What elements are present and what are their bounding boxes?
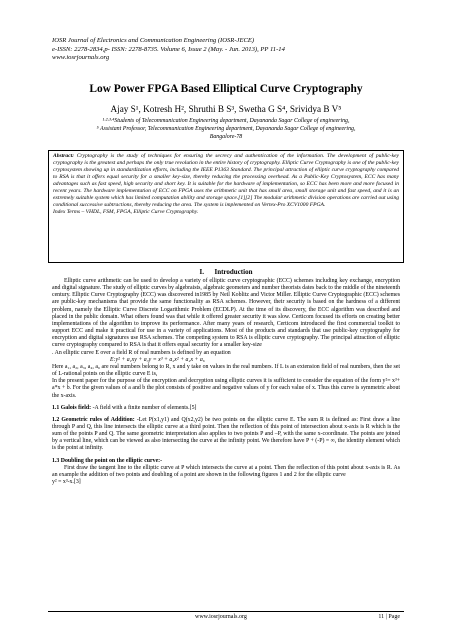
author-list: Ajay S¹, Kotresh H², Shruthi B S³, Swetha G S⁴, Srividya B V⁵ (110, 104, 342, 114)
footer-rule (48, 611, 404, 612)
index-terms: Index Terms – VHDL, FSM, FPGA, Elliptic Curve Cryptography. (53, 209, 199, 216)
affiliation-students: ¹·²·³·⁴Students of Telecommunication Engineering department, Dayananda Sagar College of engineering, (102, 118, 350, 124)
section-number: I. (199, 268, 204, 276)
coefficients-paragraph: Here a₁, a₂, a₃, a₄, a₆ are real numbers belong to R, x and y take on values in the real numbers. If L is an extension field of real numbers, then the set of L-rational points on the elliptic curve E is, (52, 363, 400, 378)
journal-name: IOSR Journal of Electronics and Communication Engineering (IOSR-JECE) (52, 37, 255, 44)
footer-site[interactable]: www.iosrjournals.org (195, 614, 247, 620)
paper-title: Low Power FPGA Based Elliptical Curve Cryptography (89, 83, 363, 95)
weierstrass-equation: E:y² + a₁xy + a₃y = x³ + a₂x² + a₄x + a₆ (110, 356, 205, 363)
journal-site[interactable]: www.iosrjournals.org (52, 54, 110, 62)
abstract-paragraph (53, 153, 399, 216)
doubling-equation: y² = x³-x.[3] (52, 479, 81, 486)
section-title: Introduction (214, 268, 253, 276)
doubling-heading: 1.3 Doubling the point on the elliptic curve:- (52, 457, 163, 464)
galois-text: -A field with a finite number of elements.[5] (91, 404, 197, 411)
curve-definition: . An elliptic curve E over a field R of real numbers is defined by an equation (52, 349, 231, 356)
abstract-label: Abstract: (53, 153, 74, 159)
addition-heading: 1.2 Geometric rules of Addition: (52, 416, 135, 423)
section-heading (0, 268, 452, 276)
galois-heading: 1.1 Galois field: (52, 404, 92, 411)
body-text (52, 278, 400, 486)
addition-text: -Let P(x1,y1) and Q(x2,y2) be two points on the elliptic curve E. The sum R is defined as: First draw a line through P and Q, this line intersects the elliptic curve at a third point. Then the reflection of this point of intersection about x-axis is R which is the sum of the points P and Q. The same geometric interpretation also applies to two points P and –P, with the same x-coordinate. The points are joined by a vertical line, which can be viewed as also intersecting the curve at the infinity point. We therefore have P + (-P) = ∞, the identity element which is the point at infinity. (52, 416, 401, 452)
affiliation-city: Bangalore-78 (209, 134, 243, 140)
issn-line: e-ISSN: 2278-2834,p- ISSN: 2278-8735. Volume 6, Issue 2 (May. - Jun. 2013), PP 11-14 (52, 45, 285, 53)
page-number: 11 | Page (378, 614, 400, 620)
abstract-box (48, 150, 404, 263)
doubling-paragraph: First draw the tangent line to the elliptic curve at P which intersects the curve at a point. Then the reflection of this point about x-axis is R. As an example the addition of two points and doubling of a point are shown in the following figures 1 and 2 for the elliptic curve (52, 464, 400, 478)
affiliation-professor: ⁵ Assistant Professor, Telecommunication Engineering department, Dayananda Sagar College of engineering, (96, 126, 356, 132)
abstract-text: Cryptography is the study of techniques for ensuring the secrecy and authentication of the information. The development of public-key cryptography is the greatest and perhaps the only true revolution in the entire history of cryptography. Elliptic Curve Cryptography is one of the public-key cryptosystem showing up in standardization efforts, including the IEEE P1363 Standard. The principal attraction of elliptic curve cryptography compared to RSA is that it offers equal security for a smaller key-size, thereby reducing the processing overhead. As a Public-Key Cryptosystem, ECC has many advantages such as fast speed, high security and short key. It is suitable for the hardware of implementation, so ECC has been more and more focused in recent years. The hardware implementation of ECC on FPGA uses the arithmetic unit that has small area, small storage unit and fast speed, and it is an extremely suitable system which has limited computation ability and storage space.[1][2] The modular arithmetic division operations are carried out using conditional successive subtractions, thereby reducing the area. The system is implemented on Vertex-Pro XCV1000 FPGA. (53, 153, 399, 209)
galois-paragraph (52, 405, 400, 412)
affiliations (52, 117, 400, 141)
intro-paragraph: Elliptic curve arithmetic can be used to develop a variety of elliptic curve cryptographic (ECC) schemes including key exchange, encryption and digital signature. The study of elliptic curves by algebraists, algebraic geometers and number theorists dates back to the middle of the nineteenth century. Elliptic Curve Cryptography (ECC) was discovered in1985 by Neil Koblitz and Victor Miller. Elliptic Curve Cryptographic (ECC) schemes are public-key mechanisms that provide the same functionality as RSA schemes. However, their security is based on the hardness of a different problem, namely the Elliptic Curve Discrete Logarithmic Problem (ECDLP). At the time of its discovery, the ECC algorithm was described and placed in the public domain. What others found was that while it offered greater security it was slow. Certicom focused its efforts on creating better implementations of the algorithm to improve its performance. After many years of research, Certicom introduced the first commercial toolkit to support ECC and make it practical for use in a variety of applications. Most of the products and standards that use public-key cryptography for encryption and digital signatures use RSA schemes. The competing system to RSA is elliptic curve cryptography. The principal attraction of elliptic curve cryptography compared to RSA is that it offers equal security for a smaller key-size (52, 278, 400, 349)
addition-paragraph (52, 417, 400, 453)
present-paper-paragraph: In the present paper for the purpose of the encryption and decryption using elliptic curves it is sufficient to consider the equation of the form y²= x³+ a*x + b. For the given values of a and b the plot consists of positive and negative values of y for each value of x. Thus this curve is symmetric about the x-axis. (52, 378, 400, 399)
journal-header (52, 37, 285, 63)
